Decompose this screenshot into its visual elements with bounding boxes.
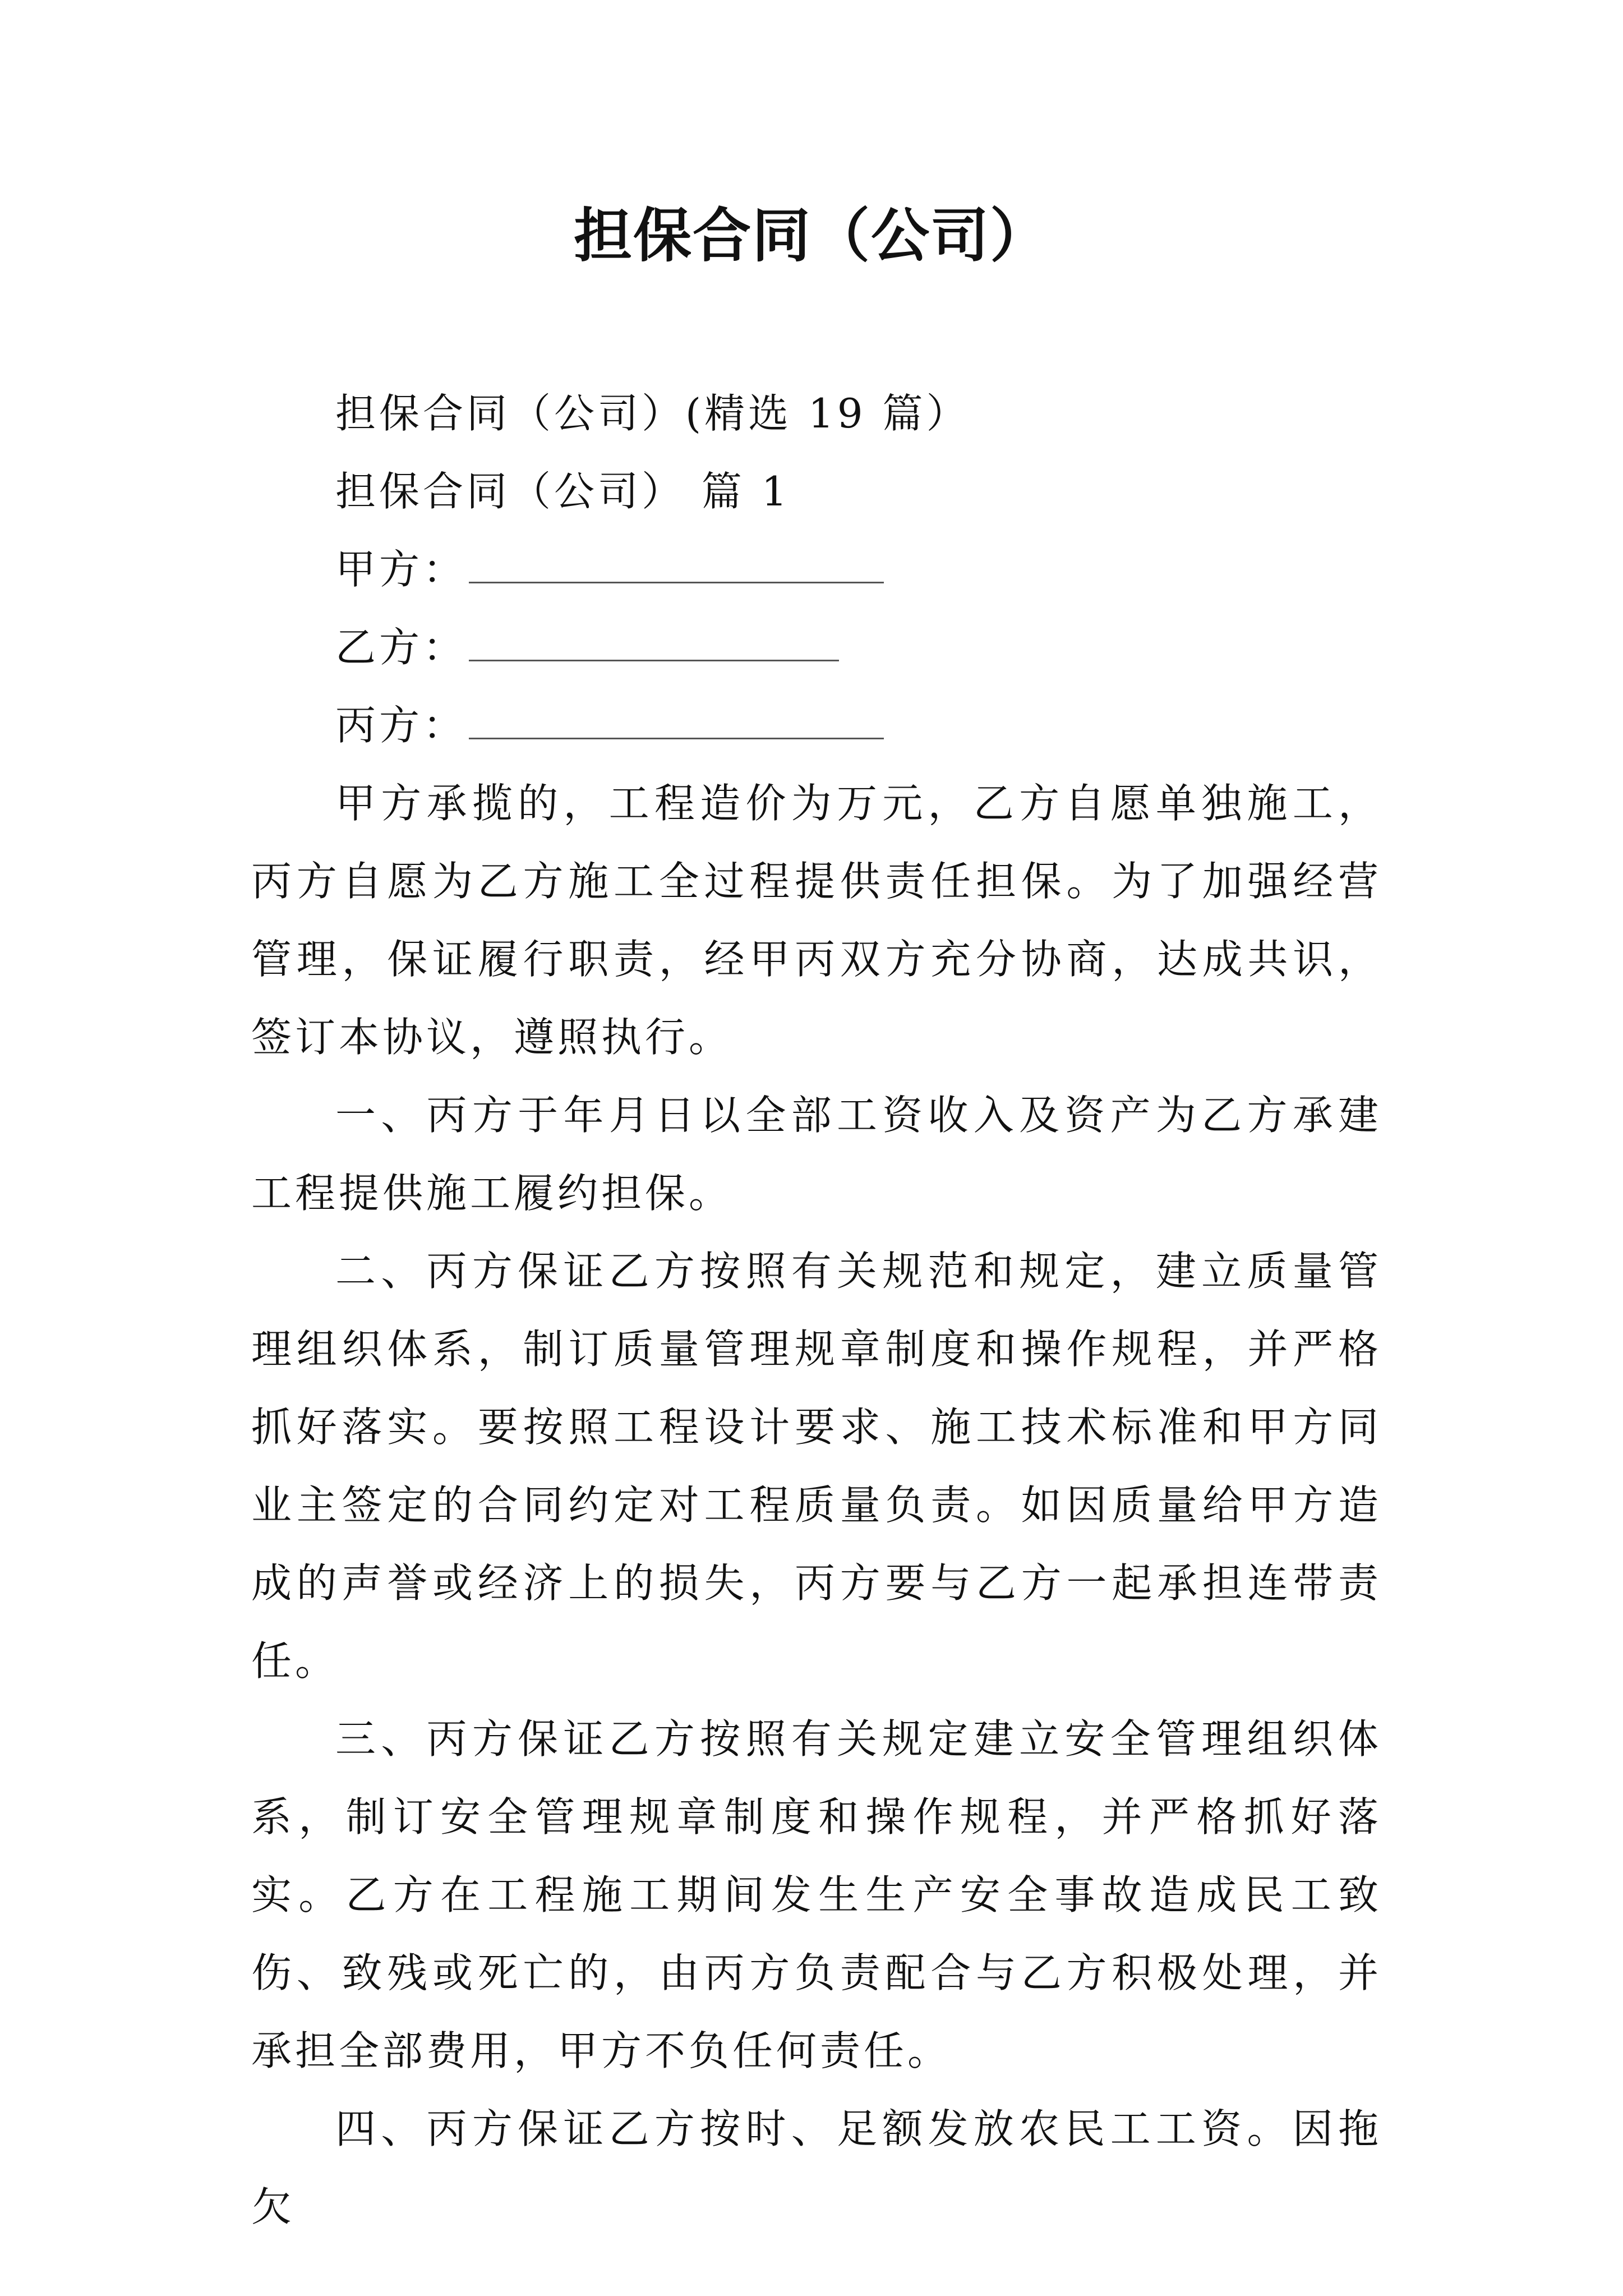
paragraph-clause-3: 三、丙方保证乙方按照有关规定建立安全管理组织体系，制订安全管理规章制度和操作规程，并严格抓好落实。乙方在工程施工期间发生生产安全事故造成民工致伤、致残或死亡的，由丙方负责配合与乙方积极处理，并承担全部费用，甲方不负任何责任。 (251, 1715, 1382, 2074)
paragraph-intro: 甲方承揽的，工程造价为万元，乙方自愿单独施工，丙方自愿为乙方施工全过程提供责任担保。为了加强经营管理，保证履行职责，经甲丙双方充分协商，达成共识，签订本协议，遵照执行。 (251, 780, 1382, 1061)
section-heading: 担保合同（公司） 篇 1 (335, 468, 791, 515)
party-c-field (251, 687, 1382, 765)
party-a-label: 甲方： (335, 546, 467, 593)
party-b-label: 乙方： (335, 624, 467, 671)
paragraph-clause-4: 四、丙方保证乙方按时、足额发放农民工工资。因拖欠 (251, 2105, 1382, 2230)
party-a-blank (469, 559, 884, 583)
party-c-label: 丙方： (335, 702, 467, 749)
paragraph-clause-1: 一、丙方于年月日以全部工资收入及资产为乙方承建工程提供施工履约担保。 (251, 1092, 1382, 1217)
paragraph-clause-2: 二、丙方保证乙方按照有关规范和规定，建立质量管理组织体系，制订质量管理规章制度和操作规程，并严格抓好落实。要按照工程设计要求、施工技术标准和甲方同业主签定的合同约定对工程质量负责。如因质量给甲方造成的声誉或经济上的损失，丙方要与乙方一起承担连带责任。 (251, 1248, 1382, 1685)
document-title: 担保合同（公司） (573, 201, 1049, 270)
party-b-blank (469, 637, 839, 661)
party-a-field (251, 531, 1382, 609)
document-subtitle: 担保合同（公司）(精选 19 篇） (335, 390, 970, 437)
party-c-blank (469, 715, 884, 739)
party-b-field (251, 609, 1382, 687)
document-body (251, 375, 1382, 2246)
